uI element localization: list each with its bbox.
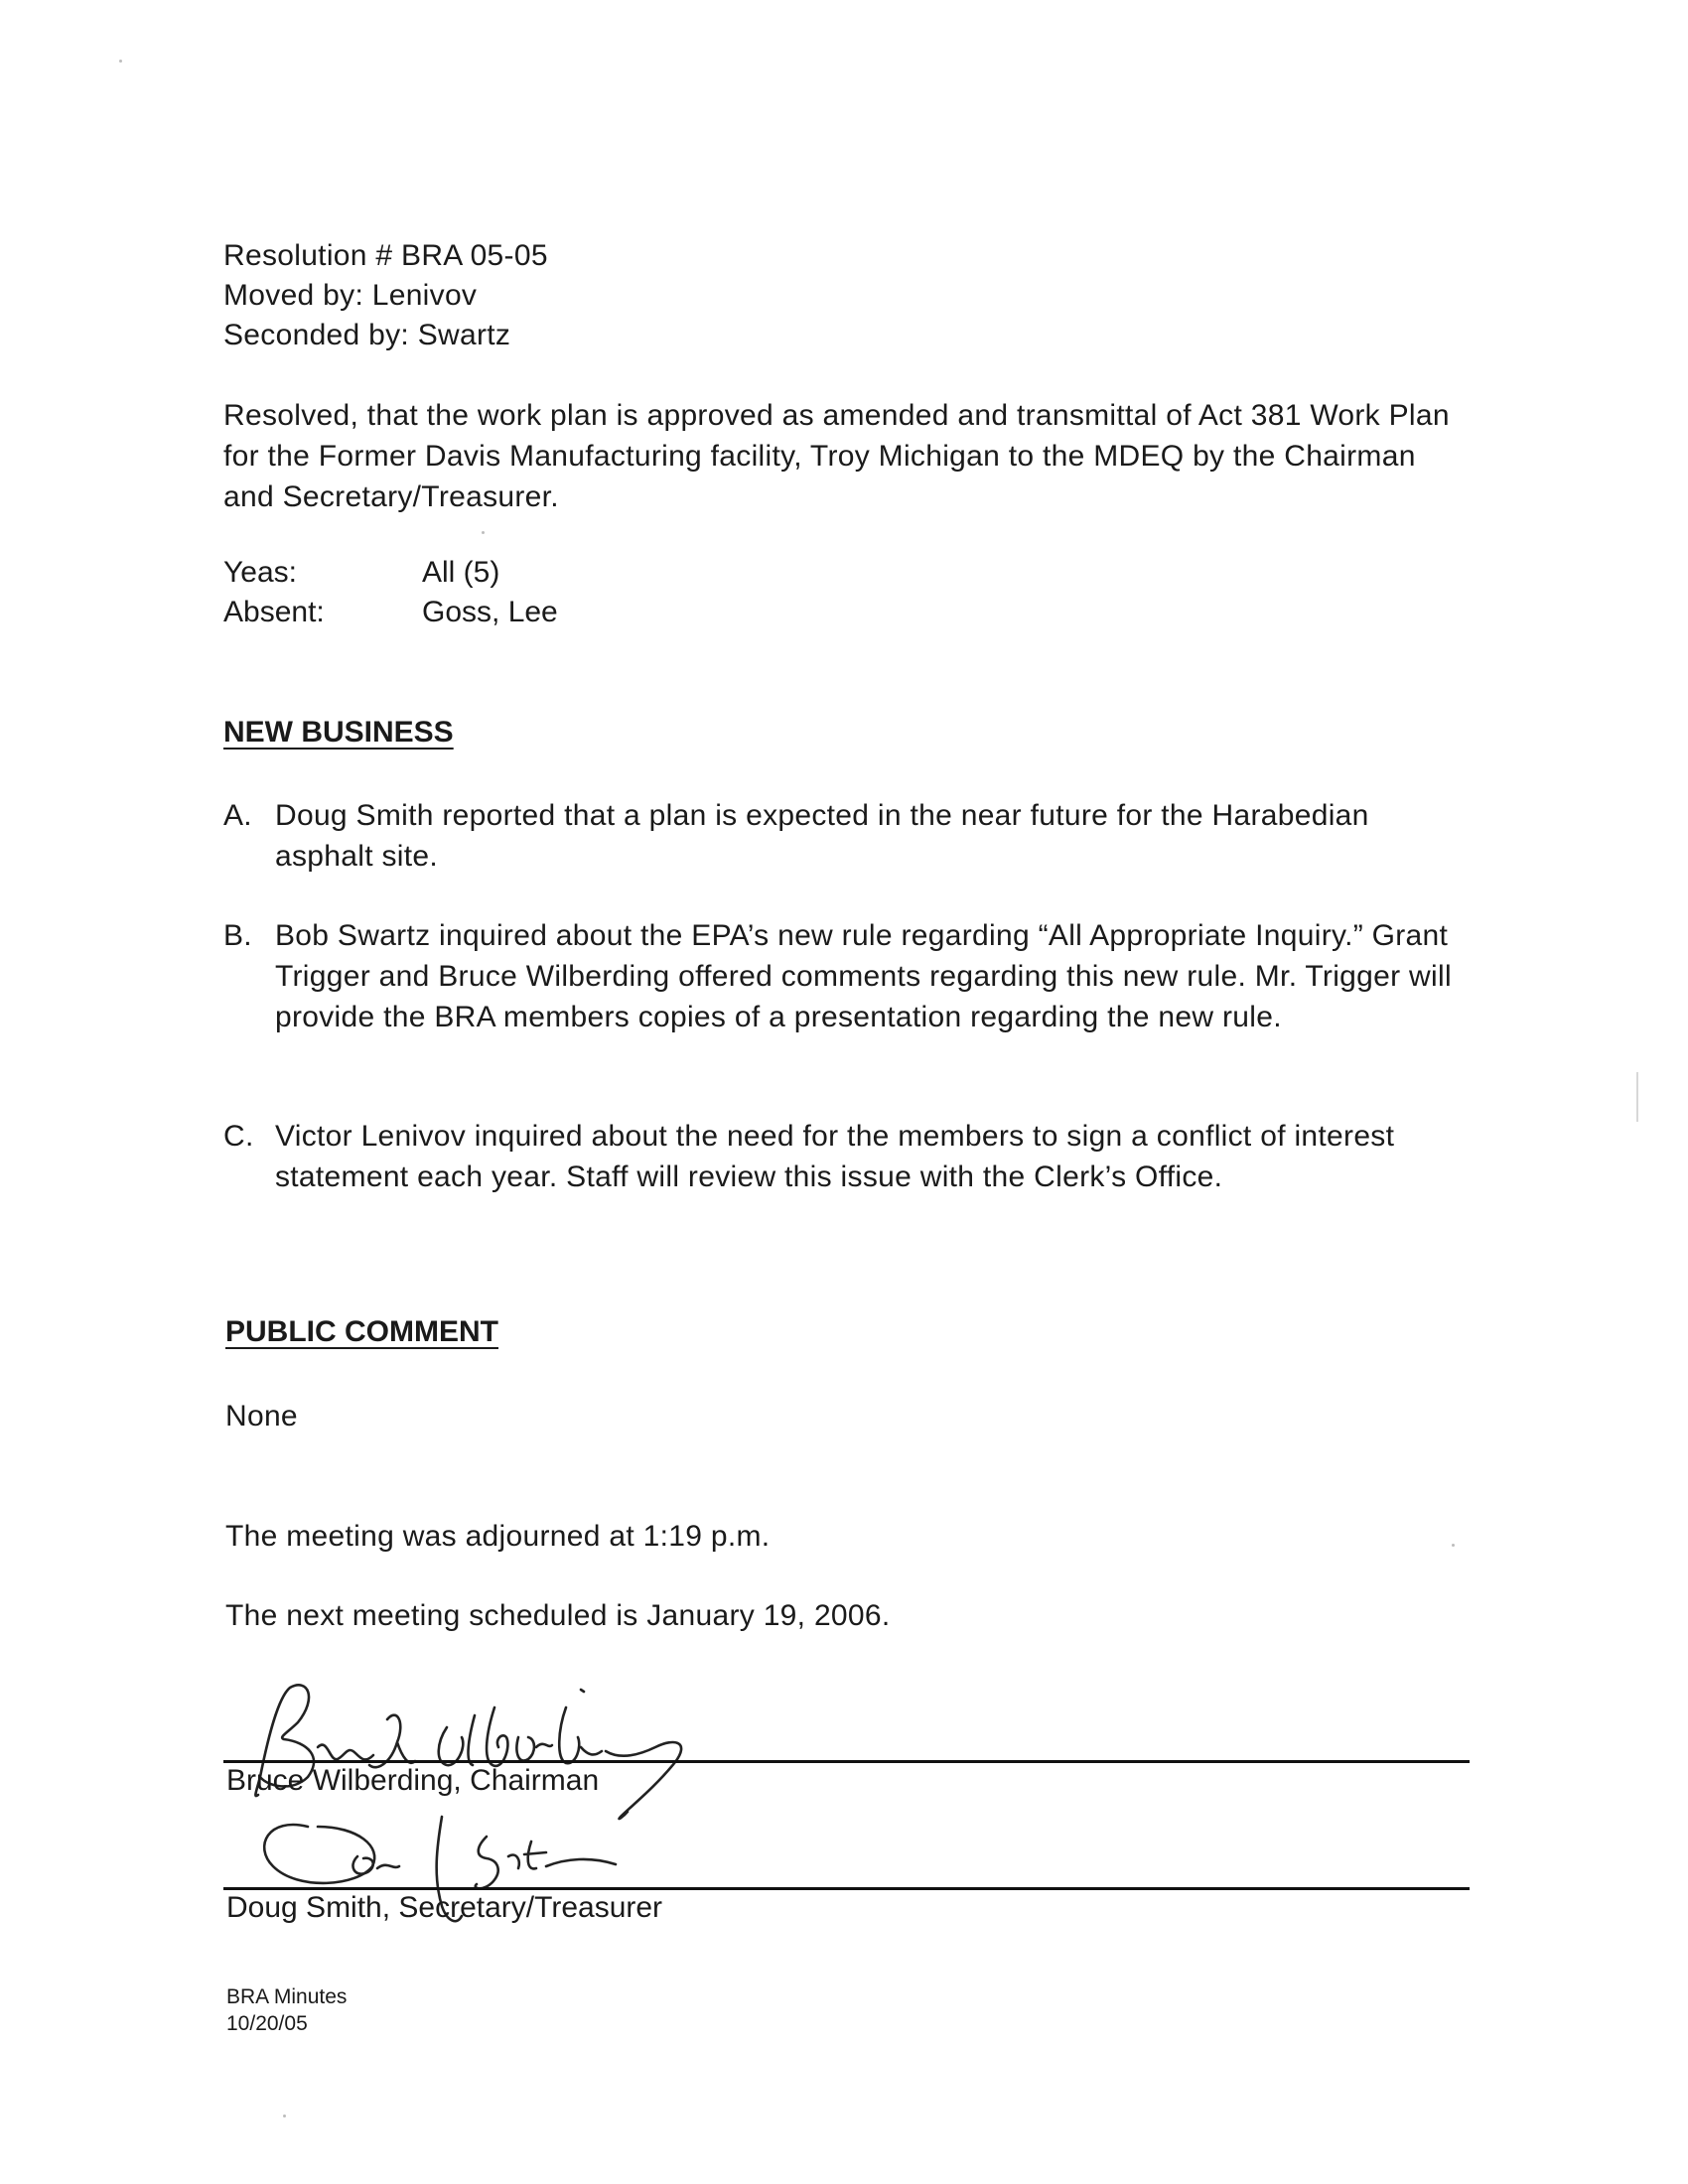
public-comment-text: None xyxy=(225,1400,298,1433)
resolution-number: Resolution # BRA 05-05 xyxy=(223,239,548,272)
resolved-paragraph: Resolved, that the work plan is approved as amended and transmittal of Act 381 Work Plan for the Former Davis Manufacturing facility, Troy Michigan to the MDEQ by the Chairman and Secretary/Treasurer. xyxy=(223,399,1450,513)
item-text: Bob Swartz inquired about the EPA’s new rule regarding “All Appropriate Inquiry.” Grant Trigger and Bruce Wilberding offered comments regarding this new rule. Mr. Trigger will provide the BRA members copies of a presentation regarding the new rule. xyxy=(275,919,1452,1033)
scan-speck xyxy=(119,60,122,63)
item-text: Victor Lenivov inquired about the need for the members to sign a conflict of interest statement each year. Staff will review this issue with the Clerk’s Office. xyxy=(275,1120,1395,1193)
scan-speck xyxy=(283,2115,286,2117)
absent-row xyxy=(223,596,558,629)
item-letter: B. xyxy=(223,919,252,952)
secretary-name: Doug Smith, Secretary/Treasurer xyxy=(226,1891,663,1924)
moved-by: Moved by: Lenivov xyxy=(223,279,478,312)
yeas-label: Yeas: xyxy=(223,556,297,589)
new-business-item-b xyxy=(223,915,1465,1037)
yeas-value: All (5) xyxy=(422,556,500,589)
scan-speck xyxy=(1636,1072,1638,1122)
new-business-heading: NEW BUSINESS xyxy=(223,716,454,749)
new-business-item-a xyxy=(223,795,1465,877)
item-letter: A. xyxy=(223,799,252,832)
chairman-name: Bruce Wilberding, Chairman xyxy=(226,1764,600,1797)
item-text: Doug Smith reported that a plan is expected in the near future for the Harabedian asphalt site. xyxy=(275,799,1369,873)
next-meeting-text: The next meeting scheduled is January 19, 2006. xyxy=(225,1599,891,1632)
footer-date: 10/20/05 xyxy=(226,2012,308,2035)
item-letter: C. xyxy=(223,1120,254,1153)
absent-label: Absent: xyxy=(223,596,325,628)
public-comment-heading: PUBLIC COMMENT xyxy=(225,1315,498,1348)
secretary-signature-line xyxy=(223,1887,1470,1890)
seconded-by: Seconded by: Swartz xyxy=(223,319,511,351)
scan-speck xyxy=(1452,1544,1455,1547)
absent-value: Goss, Lee xyxy=(422,596,558,628)
scan-speck xyxy=(482,531,485,534)
new-business-item-c xyxy=(223,1116,1465,1197)
chairman-signature-line xyxy=(223,1760,1470,1763)
yeas-row xyxy=(223,556,499,590)
footer-title: BRA Minutes xyxy=(226,1985,348,2008)
adjourned-text: The meeting was adjourned at 1:19 p.m. xyxy=(225,1520,771,1553)
